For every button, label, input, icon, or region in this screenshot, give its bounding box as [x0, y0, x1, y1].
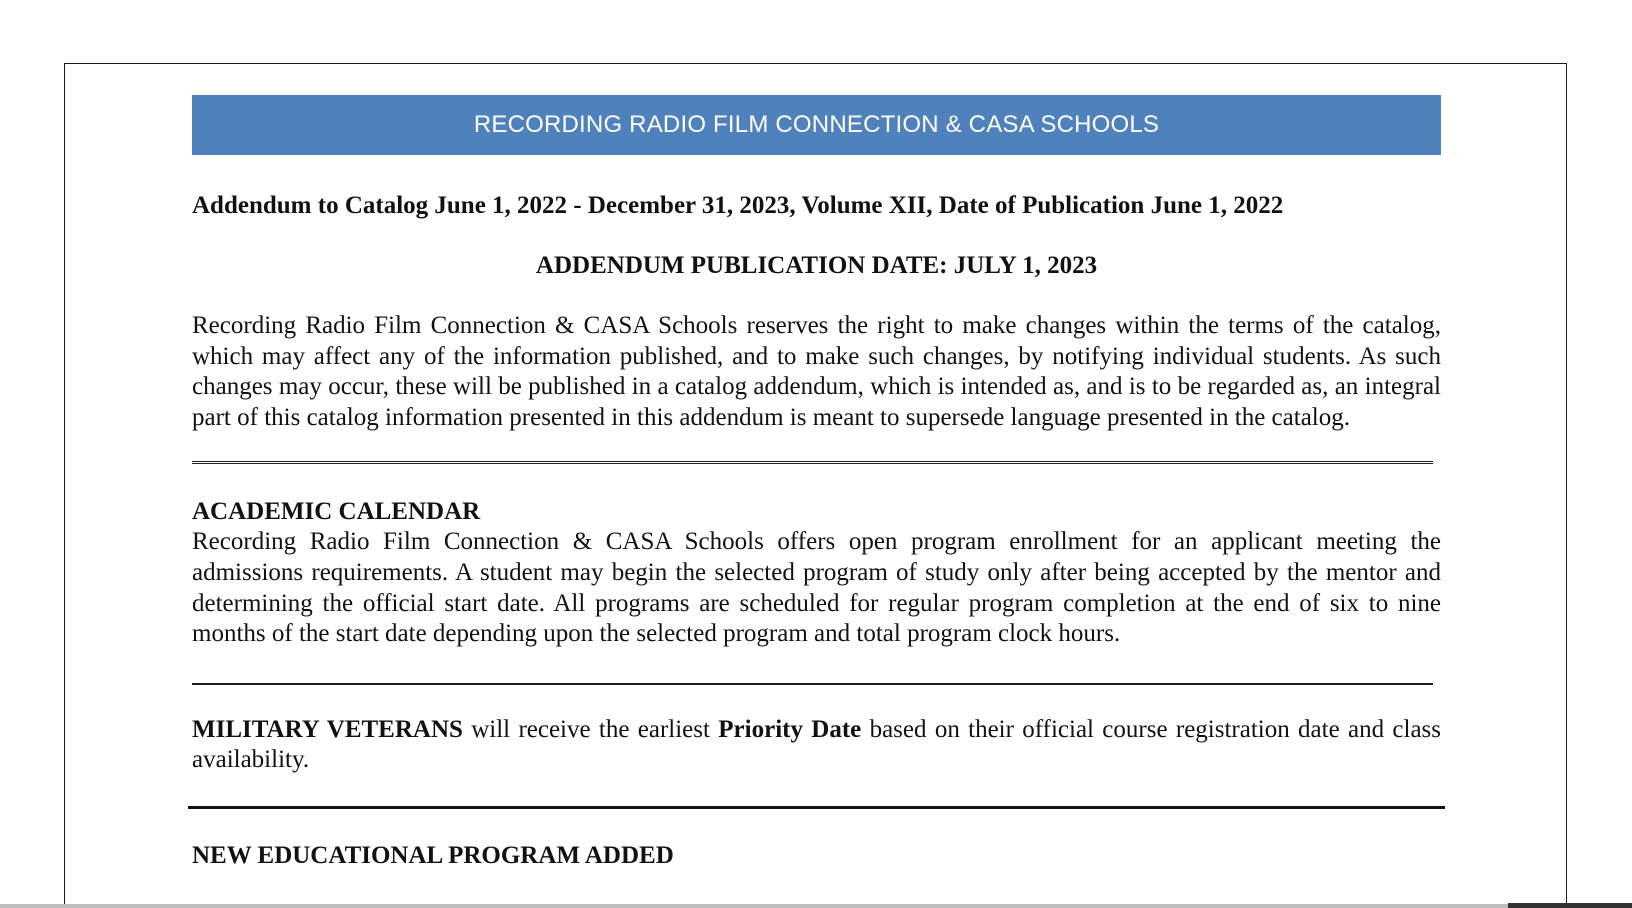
priority-date-bold: Priority Date — [718, 715, 862, 743]
bottom-scrollbar-thumb[interactable] — [1508, 903, 1632, 908]
new-program-heading: NEW EDUCATIONAL PROGRAM ADDED — [192, 841, 674, 869]
document-page — [64, 63, 1567, 908]
veterans-text-2: based on their official course registration date and class availability. — [192, 715, 1441, 774]
school-banner-title: RECORDING RADIO FILM CONNECTION & CASA SCHOOLS — [192, 95, 1441, 155]
academic-calendar-body: Recording Radio Film Connection & CASA Schools offers open program enrollment for an applicant meeting the admissions requirements. A student may begin the selected program of study only after being accepted by the mentor and determining the official start date. All programs are scheduled for regular program completion at the end of six to nine months of the start date depending upon the selected program and total program clock hours. — [192, 528, 1441, 648]
addendum-catalog-line: Addendum to Catalog June 1, 2022 - December 31, 2023, Volume XII, Date of Publication June 1, 2022 — [192, 192, 1284, 219]
page-content — [192, 95, 1441, 871]
addendum-publication-date: ADDENDUM PUBLICATION DATE: JULY 1, 2023 — [535, 252, 1098, 279]
veterans-lead-bold: MILITARY VETERANS — [192, 715, 463, 743]
thick-divider — [188, 806, 1445, 809]
military-veterans-paragraph — [192, 715, 1441, 776]
academic-calendar-heading: ACADEMIC CALENDAR — [192, 498, 481, 526]
intro-paragraph: Recording Radio Film Connection & CASA Schools reserves the right to make changes within the terms of the catalog, which may affect any of the information published, and to make such changes, by notifying individual students. As such changes may occur, these will be published in a catalog addendum, which is intended as, and is to be regarded as, an integral part of this catalog information presented in this addendum is meant to supersede language presented in the catalog. — [192, 312, 1441, 431]
double-divider — [192, 461, 1433, 464]
section-divider — [192, 683, 1433, 685]
veterans-text-1: will receive the earliest — [462, 715, 719, 743]
bottom-scrollbar-track[interactable] — [0, 904, 1632, 908]
